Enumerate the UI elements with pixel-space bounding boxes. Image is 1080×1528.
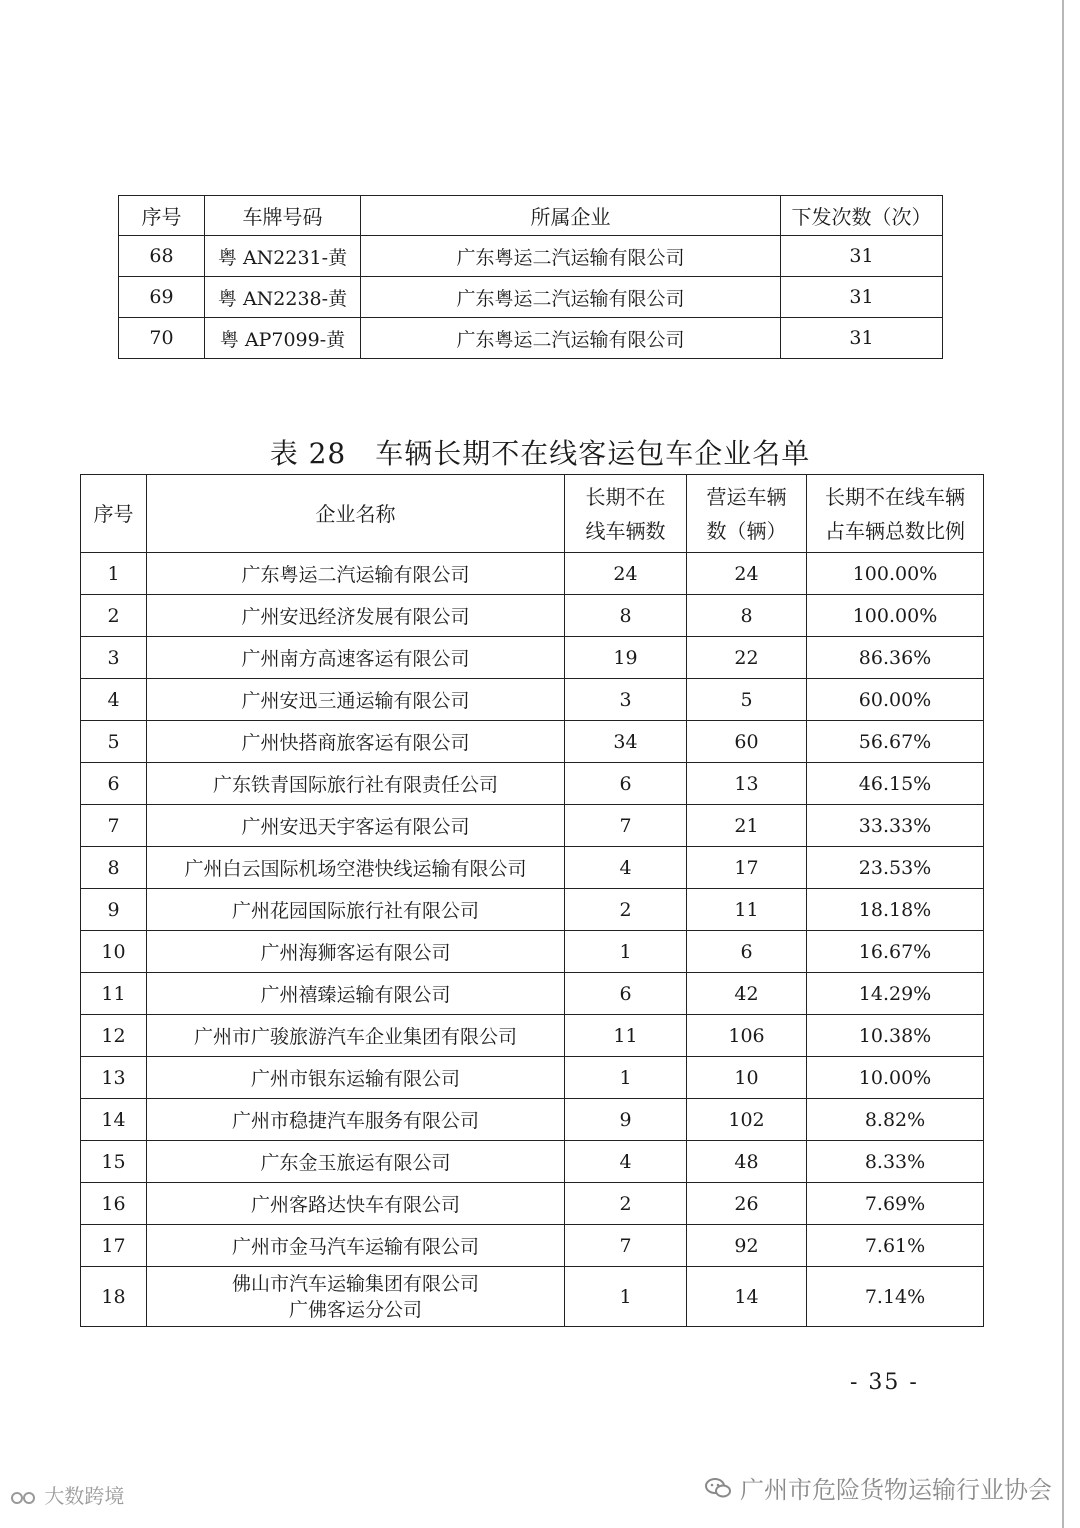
cell-ratio: 8.33% <box>807 1141 984 1183</box>
cell-company: 广东粤运二汽运输有限公司 <box>361 236 781 277</box>
cell-no: 2 <box>81 595 147 637</box>
cell-offline: 4 <box>565 847 687 889</box>
cell-name: 广东粤运二汽运输有限公司 <box>147 553 565 595</box>
cell-total: 92 <box>687 1225 807 1267</box>
cell-name: 广东金玉旅运有限公司 <box>147 1141 565 1183</box>
company-table <box>80 474 984 1327</box>
cell-ratio: 14.29% <box>807 973 984 1015</box>
header-total-line2: 数（辆） <box>706 518 787 543</box>
header-offline-line1: 长期不在 <box>585 484 666 509</box>
cell-name: 广州市金马汽车运输有限公司 <box>147 1225 565 1267</box>
cell-name: 广州南方高速客运有限公司 <box>147 637 565 679</box>
cell-offline: 8 <box>565 595 687 637</box>
table-row <box>119 318 943 359</box>
cell-offline: 1 <box>565 1267 687 1327</box>
header-no: 序号 <box>81 475 147 553</box>
cell-ratio: 7.69% <box>807 1183 984 1225</box>
cell-no: 16 <box>81 1183 147 1225</box>
cell-name: 广州市银东运输有限公司 <box>147 1057 565 1099</box>
cell-offline: 3 <box>565 679 687 721</box>
cell-offline: 34 <box>565 721 687 763</box>
cell-ratio: 100.00% <box>807 553 984 595</box>
cell-total: 42 <box>687 973 807 1015</box>
cell-total: 17 <box>687 847 807 889</box>
cell-offline: 9 <box>565 1099 687 1141</box>
cell-ratio: 18.18% <box>807 889 984 931</box>
cell-no: 9 <box>81 889 147 931</box>
cell-no: 5 <box>81 721 147 763</box>
table-header-row <box>119 196 943 236</box>
cell-no: 15 <box>81 1141 147 1183</box>
cell-name-line2: 广佛客运分公司 <box>288 1298 422 1321</box>
cell-name: 广州白云国际机场空港快线运输有限公司 <box>147 847 565 889</box>
header-ratio-line2: 占车辆总数比例 <box>825 518 965 543</box>
cell-count: 31 <box>781 236 943 277</box>
cell-no: 70 <box>119 318 205 359</box>
cell-no: 68 <box>119 236 205 277</box>
cell-offline: 1 <box>565 1057 687 1099</box>
company-table-body <box>81 553 984 1327</box>
cell-offline: 24 <box>565 553 687 595</box>
cell-count: 31 <box>781 277 943 318</box>
cell-ratio: 33.33% <box>807 805 984 847</box>
table-row <box>81 889 984 931</box>
page-edge <box>1062 0 1064 1528</box>
cell-name: 广州安迅天宇客运有限公司 <box>147 805 565 847</box>
cell-total: 6 <box>687 931 807 973</box>
table-title: 表 28 车辆长期不在线客运包车企业名单 <box>269 437 811 470</box>
cell-count: 31 <box>781 318 943 359</box>
header-plate: 车牌号码 <box>205 196 361 236</box>
watermark-right-text: 广州市危险货物运输行业协会 <box>740 1476 1052 1504</box>
table-row <box>81 1141 984 1183</box>
cell-total: 8 <box>687 595 807 637</box>
table-row <box>81 763 984 805</box>
table-row-18 <box>81 1267 984 1327</box>
cell-offline: 2 <box>565 889 687 931</box>
page-number: - 35 - <box>850 1370 919 1395</box>
cell-total: 102 <box>687 1099 807 1141</box>
cell-ratio: 23.53% <box>807 847 984 889</box>
cell-offline: 7 <box>565 805 687 847</box>
cell-offline: 1 <box>565 931 687 973</box>
cell-total: 11 <box>687 889 807 931</box>
cell-total: 48 <box>687 1141 807 1183</box>
cell-total: 13 <box>687 763 807 805</box>
cell-ratio: 16.67% <box>807 931 984 973</box>
cell-name: 广州禧臻运输有限公司 <box>147 973 565 1015</box>
cell-plate: 粤 AP7099-黄 <box>205 318 361 359</box>
table-row <box>81 1057 984 1099</box>
cell-total: 22 <box>687 637 807 679</box>
cell-name: 广州安迅三通运输有限公司 <box>147 679 565 721</box>
cell-offline: 11 <box>565 1015 687 1057</box>
vehicle-table <box>118 195 943 359</box>
cell-total: 106 <box>687 1015 807 1057</box>
dot-logo-icon <box>10 1488 38 1508</box>
cell-no: 17 <box>81 1225 147 1267</box>
cell-no: 10 <box>81 931 147 973</box>
cell-name: 广州市广骏旅游汽车企业集团有限公司 <box>147 1015 565 1057</box>
cell-ratio: 7.14% <box>807 1267 984 1327</box>
header-no: 序号 <box>119 196 205 236</box>
cell-ratio: 8.82% <box>807 1099 984 1141</box>
cell-no: 7 <box>81 805 147 847</box>
header-total <box>687 475 807 553</box>
cell-total: 26 <box>687 1183 807 1225</box>
table-row <box>81 595 984 637</box>
cell-ratio: 86.36% <box>807 637 984 679</box>
cell-total: 24 <box>687 553 807 595</box>
cell-no: 69 <box>119 277 205 318</box>
cell-name: 广州市稳捷汽车服务有限公司 <box>147 1099 565 1141</box>
cell-ratio: 10.00% <box>807 1057 984 1099</box>
cell-no: 12 <box>81 1015 147 1057</box>
header-count: 下发次数（次） <box>781 196 943 236</box>
header-ratio <box>807 475 984 553</box>
cell-total: 14 <box>687 1267 807 1327</box>
cell-no: 18 <box>81 1267 147 1327</box>
cell-name: 广州安迅经济发展有限公司 <box>147 595 565 637</box>
table-row <box>81 931 984 973</box>
cell-plate: 粤 AN2231-黄 <box>205 236 361 277</box>
footer-watermarks <box>0 1462 1080 1528</box>
cell-no: 6 <box>81 763 147 805</box>
cell-no: 1 <box>81 553 147 595</box>
cell-total: 10 <box>687 1057 807 1099</box>
header-total-line1: 营运车辆 <box>706 484 787 509</box>
cell-name: 广州花园国际旅行社有限公司 <box>147 889 565 931</box>
cell-no: 4 <box>81 679 147 721</box>
table-header-row <box>81 475 984 553</box>
cell-total: 60 <box>687 721 807 763</box>
table-row <box>119 277 943 318</box>
cell-no: 14 <box>81 1099 147 1141</box>
cell-no: 13 <box>81 1057 147 1099</box>
table-row <box>81 847 984 889</box>
table-row <box>81 805 984 847</box>
cell-name-line1: 佛山市汽车运输集团有限公司 <box>231 1272 479 1295</box>
cell-total: 5 <box>687 679 807 721</box>
header-offline <box>565 475 687 553</box>
watermark-left <box>10 1480 124 1509</box>
cell-name: 广东铁青国际旅行社有限责任公司 <box>147 763 565 805</box>
cell-name: 广州快搭商旅客运有限公司 <box>147 721 565 763</box>
cell-offline: 19 <box>565 637 687 679</box>
header-offline-line2: 线车辆数 <box>585 518 666 543</box>
table-row <box>81 1015 984 1057</box>
header-company: 所属企业 <box>361 196 781 236</box>
table-row <box>81 553 984 595</box>
cell-name <box>147 1267 565 1327</box>
cell-no: 8 <box>81 847 147 889</box>
cell-offline: 7 <box>565 1225 687 1267</box>
cell-company: 广东粤运二汽运输有限公司 <box>361 318 781 359</box>
table-row <box>81 1099 984 1141</box>
table-row <box>81 1225 984 1267</box>
cell-offline: 2 <box>565 1183 687 1225</box>
cell-ratio: 60.00% <box>807 679 984 721</box>
cell-offline: 4 <box>565 1141 687 1183</box>
watermark-right <box>704 1470 1052 1505</box>
cell-ratio: 56.67% <box>807 721 984 763</box>
cell-no: 3 <box>81 637 147 679</box>
cell-offline: 6 <box>565 763 687 805</box>
cell-plate: 粤 AN2238-黄 <box>205 277 361 318</box>
cell-ratio: 100.00% <box>807 595 984 637</box>
cell-no: 11 <box>81 973 147 1015</box>
table-row <box>81 721 984 763</box>
table-row <box>81 679 984 721</box>
cell-name: 广州海狮客运有限公司 <box>147 931 565 973</box>
watermark-left-text: 大数跨境 <box>44 1484 125 1508</box>
header-ratio-line1: 长期不在线车辆 <box>825 484 965 509</box>
table-row <box>81 973 984 1015</box>
header-name: 企业名称 <box>147 475 565 553</box>
table-row <box>81 637 984 679</box>
cell-name: 广州客路达快车有限公司 <box>147 1183 565 1225</box>
cell-offline: 6 <box>565 973 687 1015</box>
cell-company: 广东粤运二汽运输有限公司 <box>361 277 781 318</box>
table-row <box>81 1183 984 1225</box>
cell-ratio: 46.15% <box>807 763 984 805</box>
cell-total: 21 <box>687 805 807 847</box>
table-row <box>119 236 943 277</box>
cell-ratio: 10.38% <box>807 1015 984 1057</box>
cell-ratio: 7.61% <box>807 1225 984 1267</box>
wechat-icon <box>704 1476 732 1500</box>
